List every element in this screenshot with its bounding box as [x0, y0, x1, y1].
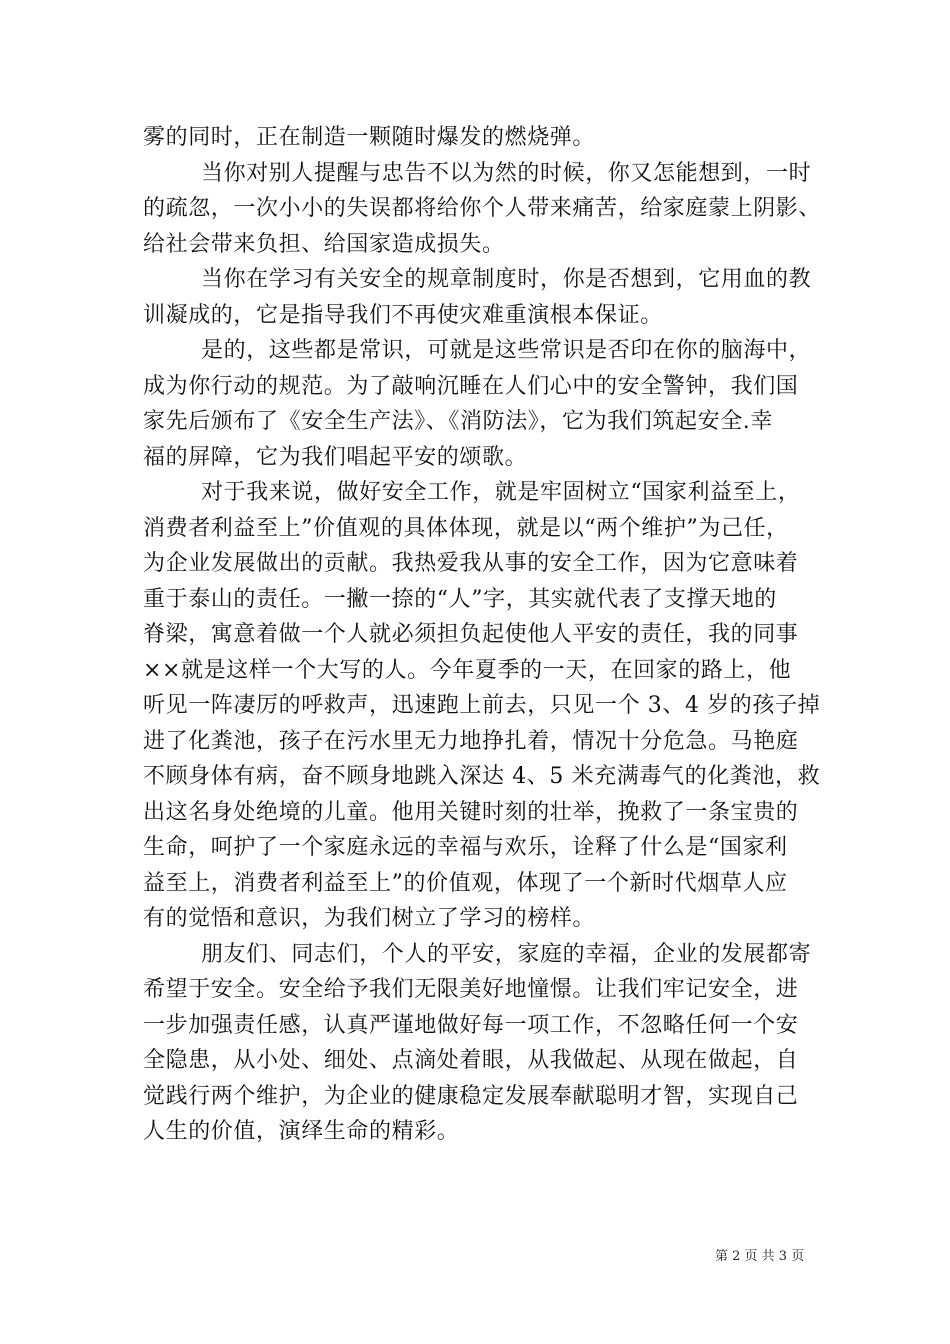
text-line: 有的觉悟和意识，为我们树立了学习的榜样。 — [143, 906, 596, 931]
text-line: 给社会带来负担、给国家造成损失。 — [143, 231, 505, 257]
text-line: 训凝成的，它是指导我们不再使灾难重演根本保证。 — [143, 302, 663, 328]
text-line: 的疏忽，一次小小的失误都将给你个人带来痛苦，给家庭蒙上阴影、 — [143, 196, 822, 221]
text-line: 脊梁，寓意着做一个人就必须担负起使他人平安的责任，我的同事 — [143, 622, 799, 647]
text-line: 希望于安全。安全给予我们无限美好地憧憬。让我们牢记安全，进 — [143, 977, 799, 1002]
text-line: ××就是这样一个大写的人。今年夏季的一天，在回家的路上，他 — [143, 657, 792, 683]
page-number-footer: 第 2 页 共 3 页 — [715, 1249, 805, 1264]
text-line: 人生的价值，演绎生命的精彩。 — [143, 1119, 460, 1144]
text-line: 益至上，消费者利益至上”的价值观，体现了一个新时代烟草人应 — [143, 870, 788, 896]
text-line: 雾的同时，正在制造一颗随时爆发的燃烧弹。 — [143, 125, 596, 150]
text-line: 重于泰山的责任。一撇一捺的“人”字，其实就代表了支撑天地的 — [143, 586, 777, 612]
body-text — [143, 120, 822, 1150]
text-line: 消费者利益至上”价值观的具体体现，就是以“两个维护”为己任， — [143, 515, 789, 541]
paragraph-start-line: 是的，这些都是常识，可就是这些常识是否印在你的脑海中， — [201, 338, 812, 363]
text-line: 福的屏障，它为我们唱起平安的颂歌。 — [143, 444, 528, 470]
paragraph-start-line: 对于我来说，做好安全工作，就是牢固树立“国家利益至上， — [201, 480, 801, 505]
text-line: 听见一阵凄厉的呼救声，迅速跑上前去，只见一个 3、4 岁的孩子掉 — [143, 693, 821, 718]
text-line: 成为你行动的规范。为了敲响沉睡在人们心中的安全警钟，我们国 — [143, 373, 799, 399]
text-line: 全隐患，从小处、细处、点滴处着眼，从我做起、从现在做起，自 — [143, 1048, 799, 1073]
text-line: 进了化粪池，孩子在污水里无力地挣扎着，情况十分危急。马艳庭 — [143, 728, 799, 754]
paragraph-start-line: 当你在学习有关安全的规章制度时，你是否想到，它用血的教 — [201, 267, 812, 292]
paragraph-start-line: 当你对别人提醒与忠告不以为然的时候，你又怎能想到，一时 — [201, 160, 812, 186]
text-line: 出这名身处绝境的儿童。他用关键时刻的壮举，挽救了一条宝贵的 — [143, 799, 799, 825]
paragraph-start-line: 朋友们、同志们，个人的平安，家庭的幸福，企业的发展都寄 — [201, 941, 812, 967]
text-line: 生命，呵护了一个家庭永远的幸福与欢乐，诠释了什么是“国家利 — [143, 835, 788, 860]
text-line: 家先后颁布了《安全生产法》、《消防法》，它为我们筑起安全.幸 — [143, 409, 773, 434]
text-line: 一步加强责任感，认真严谨地做好每一项工作，不忽略任何一个安 — [143, 1012, 799, 1038]
text-line: 不顾身体有病，奋不顾身地跳入深达 4、5 米充满毒气的化粪池，救 — [143, 764, 821, 789]
text-line: 觉践行两个维护，为企业的健康稳定发展奉献聪明才智，实现自己 — [143, 1083, 799, 1109]
text-line: 为企业发展做出的贡献。我热爱我从事的安全工作，因为它意味着 — [143, 551, 799, 576]
